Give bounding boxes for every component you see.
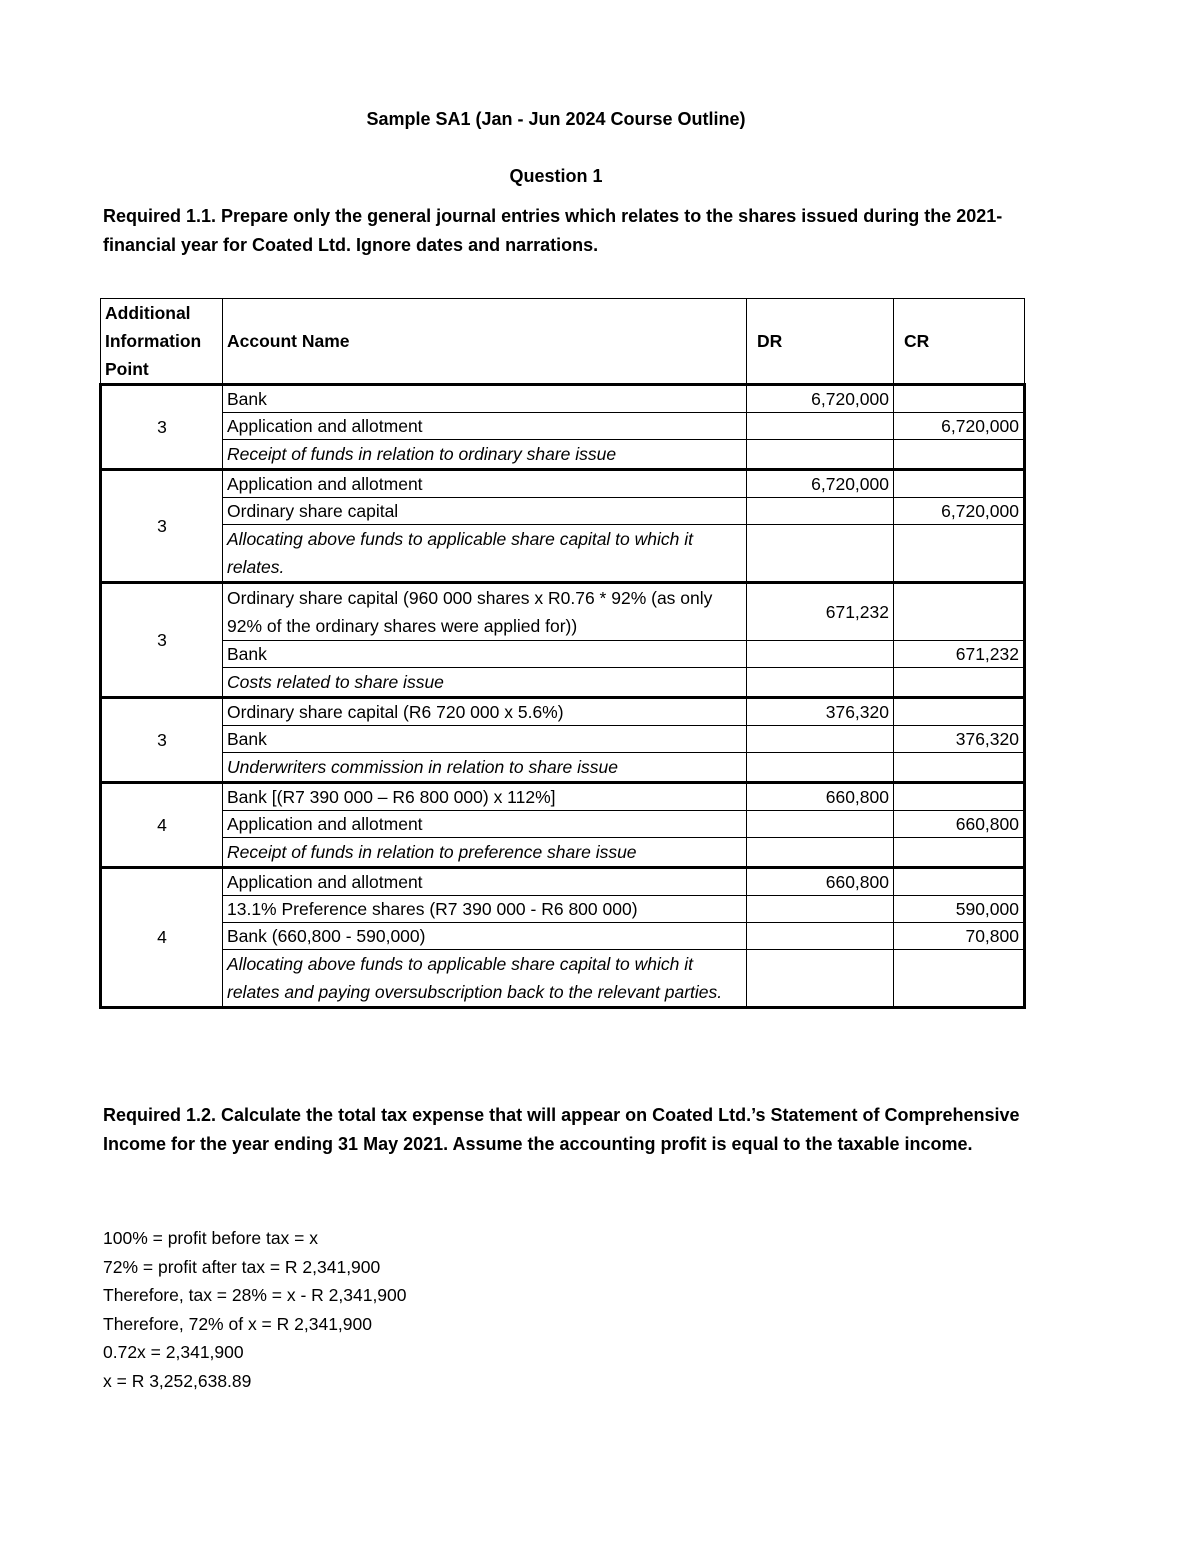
cr-amount — [894, 950, 1025, 1008]
table-row — [101, 950, 1025, 1008]
cr-amount — [894, 470, 1025, 498]
header-dr: DR — [747, 299, 894, 385]
info-point: 4 — [101, 868, 223, 1008]
calculation-line: Therefore, tax = 28% = x - R 2,341,900 — [103, 1285, 407, 1305]
dr-amount: 671,232 — [747, 583, 894, 641]
cr-amount: 6,720,000 — [894, 413, 1025, 440]
info-point: 3 — [101, 583, 223, 698]
narration: Underwriters commission in relation to share issue — [223, 753, 747, 783]
journal-entry-group — [101, 385, 1025, 470]
cr-amount: 671,232 — [894, 641, 1025, 668]
cr-amount — [894, 838, 1025, 868]
dr-amount: 376,320 — [747, 698, 894, 726]
journal-entry-group — [101, 470, 1025, 583]
table-header-row — [101, 299, 1025, 385]
cr-amount — [894, 385, 1025, 413]
table-row — [101, 923, 1025, 950]
header-cr: CR — [894, 299, 1025, 385]
journal-entries-table — [99, 298, 1026, 1009]
dr-amount — [747, 726, 894, 753]
calculation-line: Therefore, 72% of x = R 2,341,900 — [103, 1313, 372, 1334]
info-point: 3 — [101, 470, 223, 583]
cr-amount: 376,320 — [894, 726, 1025, 753]
dr-amount — [747, 923, 894, 950]
table-row — [101, 641, 1025, 668]
cr-amount: 660,800 — [894, 811, 1025, 838]
account-name: Application and allotment — [223, 470, 747, 498]
table-row — [101, 868, 1025, 896]
table-row — [101, 525, 1025, 583]
calculation-line: x = R 3,252,638.89 — [103, 1370, 252, 1391]
calculation-line: 100% = profit before tax = x — [103, 1228, 318, 1248]
journal-entry-group — [101, 868, 1025, 1008]
header-point: Additional Information Point — [101, 299, 223, 385]
table-row — [101, 811, 1025, 838]
dr-amount — [747, 950, 894, 1008]
account-name: Application and allotment — [223, 413, 747, 440]
dr-amount — [747, 668, 894, 698]
account-name: Application and allotment — [223, 811, 747, 838]
info-point: 3 — [101, 385, 223, 470]
table-row — [101, 498, 1025, 525]
narration: Allocating above funds to applicable share capital to which it relates and paying oversubscription back to the relevant parties. — [223, 950, 747, 1008]
header-account-name: Account Name — [223, 299, 747, 385]
account-name: Bank [(R7 390 000 – R6 800 000) x 112%] — [223, 783, 747, 811]
account-name: Ordinary share capital — [223, 498, 747, 525]
required-1-2-text: Required 1.2. Calculate the total tax expense that will appear on Coated Ltd.’s Statement of Comprehensive Income for the year ending 31 May 2021. Assume the accounting profit is equal to the taxable income. — [103, 1105, 1020, 1154]
cr-amount — [894, 698, 1025, 726]
dr-amount — [747, 896, 894, 923]
info-point: 3 — [101, 698, 223, 783]
dr-amount — [747, 753, 894, 783]
question-heading: Question 1 — [509, 166, 603, 186]
info-point: 4 — [101, 783, 223, 868]
dr-amount — [747, 498, 894, 525]
cr-amount — [894, 783, 1025, 811]
calculation-line: 0.72x = 2,341,900 — [103, 1342, 244, 1362]
table-row — [101, 698, 1025, 726]
cr-amount — [894, 525, 1025, 583]
account-name: 13.1% Preference shares (R7 390 000 - R6 800 000) — [223, 896, 747, 923]
cr-amount — [894, 868, 1025, 896]
table-row — [101, 413, 1025, 440]
journal-entry-group — [101, 583, 1025, 698]
table-row — [101, 470, 1025, 498]
account-name: Bank — [223, 385, 747, 413]
dr-amount — [747, 525, 894, 583]
dr-amount: 6,720,000 — [747, 385, 894, 413]
journal-entry-group — [101, 783, 1025, 868]
dr-amount: 660,800 — [747, 783, 894, 811]
narration: Allocating above funds to applicable share capital to which it relates. — [223, 525, 747, 583]
table-row — [101, 896, 1025, 923]
narration: Receipt of funds in relation to preference share issue — [223, 838, 747, 868]
account-name: Bank (660,800 - 590,000) — [223, 923, 747, 950]
table-row — [101, 783, 1025, 811]
table-row — [101, 385, 1025, 413]
dr-amount — [747, 413, 894, 440]
table-row — [101, 753, 1025, 783]
account-name: Application and allotment — [223, 868, 747, 896]
cr-amount: 6,720,000 — [894, 498, 1025, 525]
calculation-line: 72% = profit after tax = R 2,341,900 — [103, 1256, 381, 1277]
cr-amount — [894, 583, 1025, 641]
account-name: Bank — [223, 641, 747, 668]
cr-amount — [894, 668, 1025, 698]
table-row — [101, 668, 1025, 698]
dr-amount — [747, 440, 894, 470]
account-name: Bank — [223, 726, 747, 753]
table-row — [101, 726, 1025, 753]
required-1-1-text: Required 1.1. Prepare only the general journal entries which relates to the shares issued during the 2021-financial year for Coated Ltd. Ignore dates and narrations. — [103, 206, 1003, 255]
tax-calculation — [103, 1224, 407, 1395]
narration: Receipt of funds in relation to ordinary share issue — [223, 440, 747, 470]
dr-amount: 6,720,000 — [747, 470, 894, 498]
dr-amount — [747, 811, 894, 838]
dr-amount — [747, 641, 894, 668]
cr-amount: 590,000 — [894, 896, 1025, 923]
table-row — [101, 583, 1025, 641]
cr-amount — [894, 753, 1025, 783]
page-title: Sample SA1 (Jan - Jun 2024 Course Outline) — [366, 109, 746, 129]
dr-amount — [747, 838, 894, 868]
narration: Costs related to share issue — [223, 668, 747, 698]
account-name: Ordinary share capital (R6 720 000 x 5.6%) — [223, 698, 747, 726]
cr-amount — [894, 440, 1025, 470]
account-name: Ordinary share capital (960 000 shares x R0.76 * 92% (as only 92% of the ordinary shares were applied for)) — [223, 583, 747, 641]
journal-entry-group — [101, 698, 1025, 783]
cr-amount: 70,800 — [894, 923, 1025, 950]
table-row — [101, 440, 1025, 470]
table-row — [101, 838, 1025, 868]
dr-amount: 660,800 — [747, 868, 894, 896]
